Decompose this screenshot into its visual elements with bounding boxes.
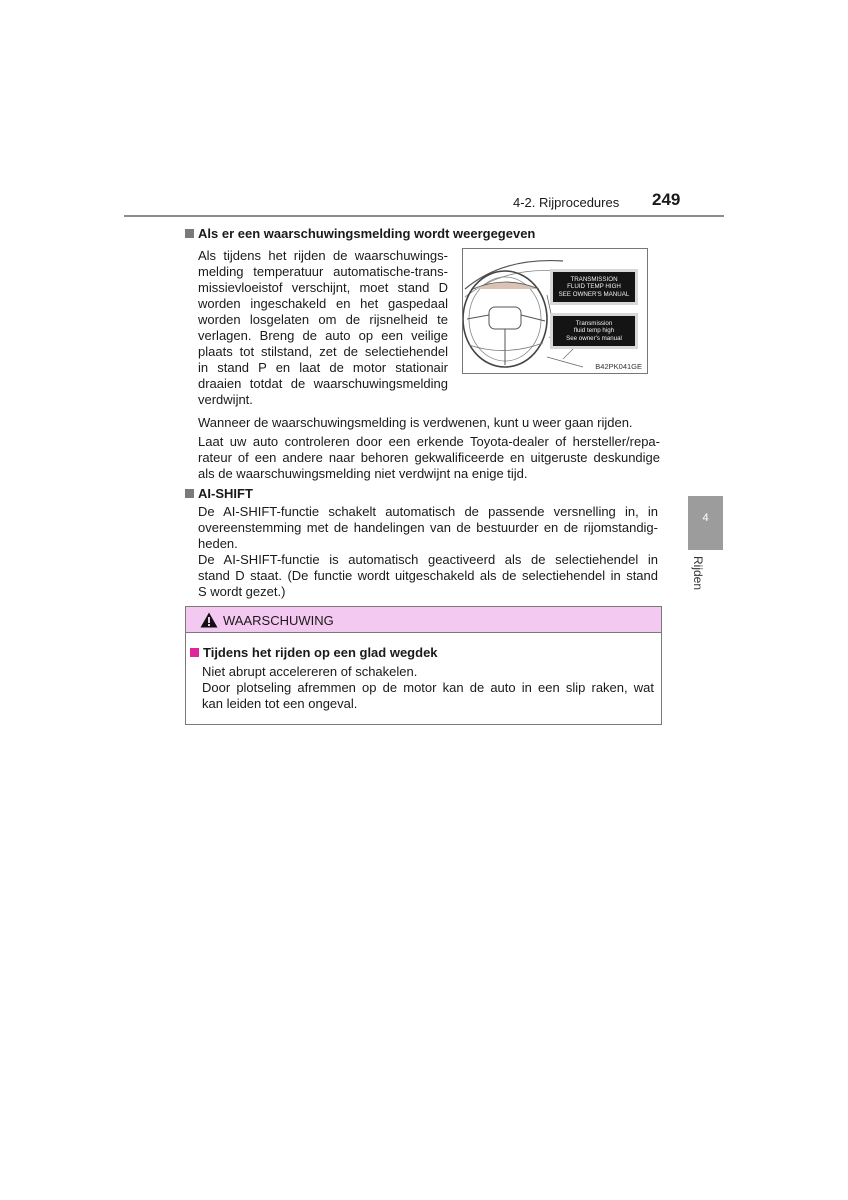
- display-message-lower: Transmission fluid temp high See owner's manual: [550, 313, 638, 349]
- text-line: in stand P en laat de motor stationair: [198, 360, 448, 375]
- text-line: melding temperatuur automatische-trans-: [198, 264, 448, 279]
- dashboard-figure: [462, 248, 648, 374]
- text-line: draaien totdat de waarschuwingsmelding: [198, 376, 448, 391]
- figure-code: B42PK041GE: [595, 362, 642, 371]
- square-bullet-icon: [185, 229, 194, 238]
- warning-title: WAARSCHUWING: [223, 613, 334, 628]
- display-message-upper: TRANSMISSION FLUID TEMP HIGH SEE OWNER'S MANUAL: [550, 269, 638, 305]
- text-line: worden ingeschakeld en het gaspedaal: [198, 296, 448, 311]
- text-line: kan leiden tot een ongeval.: [202, 696, 358, 711]
- text-line: heden.: [198, 536, 238, 551]
- section-heading-ai-shift: AI-SHIFT: [185, 486, 253, 501]
- header-rule: [124, 215, 724, 217]
- text-line: Door plotseling afremmen op de motor kan de auto in een slip raken, wat: [202, 680, 654, 695]
- text-line: plaats tot stilstand, zet de selectiehendel: [198, 344, 448, 359]
- text-line: rateur of een andere naar behoren gekwalificeerde en uitgeruste deskundige: [198, 450, 660, 465]
- text-line: S wordt gezet.): [198, 584, 286, 599]
- warning-triangle-icon: [200, 612, 218, 628]
- warning-message-instructions: [198, 248, 448, 408]
- square-bullet-icon: [185, 489, 194, 498]
- section-title: 4-2. Rijprocedures: [513, 195, 620, 210]
- text-line: overeenstemming met de handelingen van de bestuurder en de rijomstandig-: [198, 520, 658, 535]
- text-line: Niet abrupt accelereren of schakelen.: [202, 664, 418, 679]
- ai-shift-text: [198, 504, 658, 600]
- warning-box: [185, 606, 662, 725]
- text-line: Als tijdens het rijden de waarschuwings-: [198, 248, 448, 263]
- text-line: verdwijnt.: [198, 392, 253, 407]
- text-line: Laat uw auto controleren door een erkende Toyota-dealer of hersteller/repa-: [198, 434, 660, 449]
- text-line: worden losgelaten om de rijsnelheid te: [198, 312, 448, 327]
- text-line: stand D staat. (De functie wordt uitgeschakeld als de selectiehendel in stand: [198, 568, 658, 583]
- resume-driving-text: Wanneer de waarschuwingsmelding is verdwenen, kunt u weer gaan rijden.: [198, 415, 633, 430]
- chapter-label: Rijden: [691, 556, 705, 591]
- warning-header: [186, 607, 661, 633]
- chapter-tab: 4: [688, 496, 723, 550]
- section-heading-warning-message: Als er een waarschuwingsmelding wordt weergegeven: [185, 226, 535, 241]
- dealer-check-text: [198, 434, 660, 482]
- text-line: De AI-SHIFT-functie schakelt automatisch de passende versnelling in, in: [198, 504, 658, 519]
- warning-subheading: Tijdens het rijden op een glad wegdek: [190, 645, 438, 660]
- text-line: missievloeistof verschijnt, moet stand D: [198, 280, 448, 295]
- page-number: 249: [652, 190, 681, 209]
- text-line: als de waarschuwingsmelding niet verdwijnt na enige tijd.: [198, 466, 528, 481]
- square-bullet-icon: [190, 648, 199, 657]
- text-line: De AI-SHIFT-functie is automatisch geactiveerd als de selectiehendel in: [198, 552, 658, 567]
- warning-text: [202, 664, 654, 712]
- steering-wheel-illustration: [463, 249, 647, 373]
- text-line: verlagen. Breng de auto op een veilige: [198, 328, 448, 343]
